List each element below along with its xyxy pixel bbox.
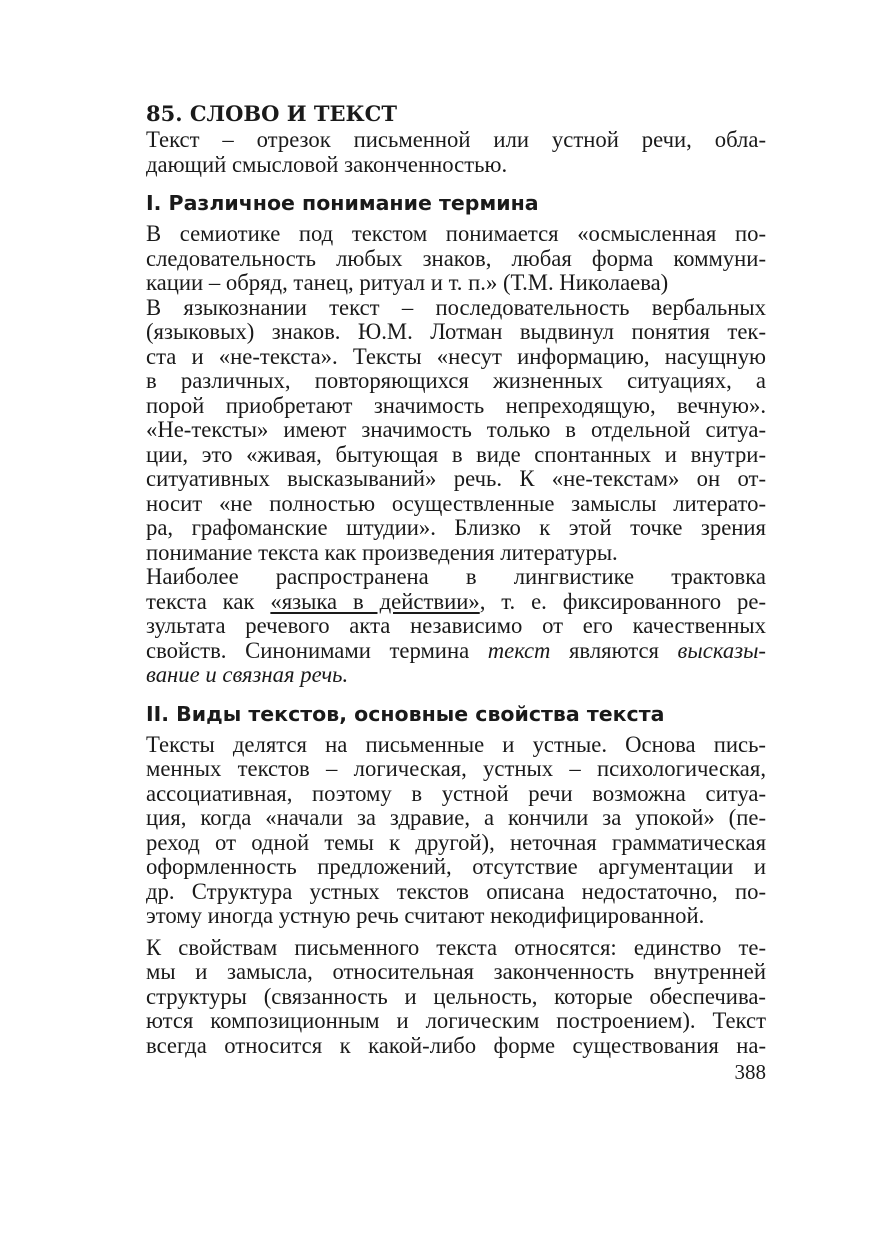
text-line: вание и связная речь. xyxy=(146,662,349,687)
text-line: дающий смысловой законченностью. xyxy=(146,151,508,177)
text-run: являются xyxy=(550,637,678,663)
text-run: , т. е. фиксированного ре- xyxy=(479,588,767,614)
definition-paragraph xyxy=(146,128,766,177)
text-line: кации – обряд, танец, ритуал и т. п.» (Т.М. Николаева) xyxy=(146,270,669,295)
text-line: оформленность предложений, отсутствие аргументации и xyxy=(146,854,766,879)
section-heading-1: I. Различное понимание термина xyxy=(146,191,539,215)
text-line: понимание текста как произведения литературы. xyxy=(146,539,618,565)
text-line: ситуативных высказываний» речь. К «не-текстам» он от- xyxy=(146,466,766,491)
text-line: К свойствам письменного текста относятся: единство те- xyxy=(146,934,766,960)
text-line: Текст – отрезок письменной или устной речи, обла- xyxy=(146,127,766,152)
text-line: реход от одной темы к другой), неточная грамматическая xyxy=(146,829,766,855)
text-run: свойств. Синонимами термина xyxy=(146,637,488,663)
text-line: Тексты делятся на письменные и устные. Основа пись- xyxy=(146,731,766,757)
text-line xyxy=(146,639,766,664)
text-line: порой приобретают значимость непреходящую, вечную». xyxy=(146,392,766,418)
text-line: (языковых) знаков. Ю.М. Лотман выдвинул понятия тек- xyxy=(146,319,766,344)
paragraph xyxy=(146,733,766,929)
text-run: текста как xyxy=(146,588,271,614)
text-line: Наиболее распространена в лингвистике трактовка xyxy=(146,564,766,589)
text-line: «Не-тексты» имеют значимость только в отдельной ситуа- xyxy=(146,417,766,442)
text-line: мы и замысла, относительная законченность внутренней xyxy=(146,959,766,984)
text-line: зультата речевого акта независимо от его качественных xyxy=(146,613,766,638)
paragraph xyxy=(146,296,766,566)
text-line: структуры (связанность и цельность, которые обеспечива- xyxy=(146,983,766,1009)
text-line: следовательность любых знаков, любая форма коммуни- xyxy=(146,245,766,271)
underlined-term: «языка в действии» xyxy=(270,588,480,614)
text-line: ра, графоманские штудии». Близко к этой точке зрения xyxy=(146,515,766,540)
text-line: ассоциативная, поэтому в устной речи возможна ситуа- xyxy=(146,780,766,806)
text-line: ста и «не-текста». Тексты «несут информацию, насущную xyxy=(146,343,766,369)
page-number: 388 xyxy=(734,1060,766,1084)
italic-term: текст xyxy=(487,637,551,663)
paragraph xyxy=(146,222,766,296)
text-line: в различных, повторяющихся жизненных ситуациях, а xyxy=(146,368,766,393)
book-page xyxy=(146,100,766,1058)
text-line: др. Структура устных текстов описана недостаточно, по- xyxy=(146,878,766,904)
text-line: В семиотике под текстом понимается «осмысленная по- xyxy=(146,221,766,246)
text-line: менных текстов – логическая, устных – психологическая, xyxy=(146,756,766,781)
text-line: ются композиционным и логическим построением). Текст xyxy=(146,1008,766,1033)
text-line: этому иногда устную речь считают некодифицированной. xyxy=(146,903,705,928)
text-line: ция, когда «начали за здравие, а кончили за упокой» (пе- xyxy=(146,805,766,830)
text-line: всегда относится к какой-либо форме существования на- xyxy=(146,1032,766,1058)
paragraph xyxy=(146,936,766,1059)
text-line xyxy=(146,590,766,615)
paragraph xyxy=(146,565,766,688)
italic-term: высказы- xyxy=(677,637,766,663)
text-line: носит «не полностью осуществленные замыслы литерато- xyxy=(146,490,766,516)
text-line: В языкознании текст – последовательность вербальных xyxy=(146,294,766,320)
chapter-title: 85. СЛОВО И ТЕКСТ xyxy=(146,101,398,126)
section-heading-2: II. Виды текстов, основные свойства текста xyxy=(146,701,665,726)
text-line: ции, это «живая, бытующая в виде спонтанных и внутри- xyxy=(146,441,766,467)
